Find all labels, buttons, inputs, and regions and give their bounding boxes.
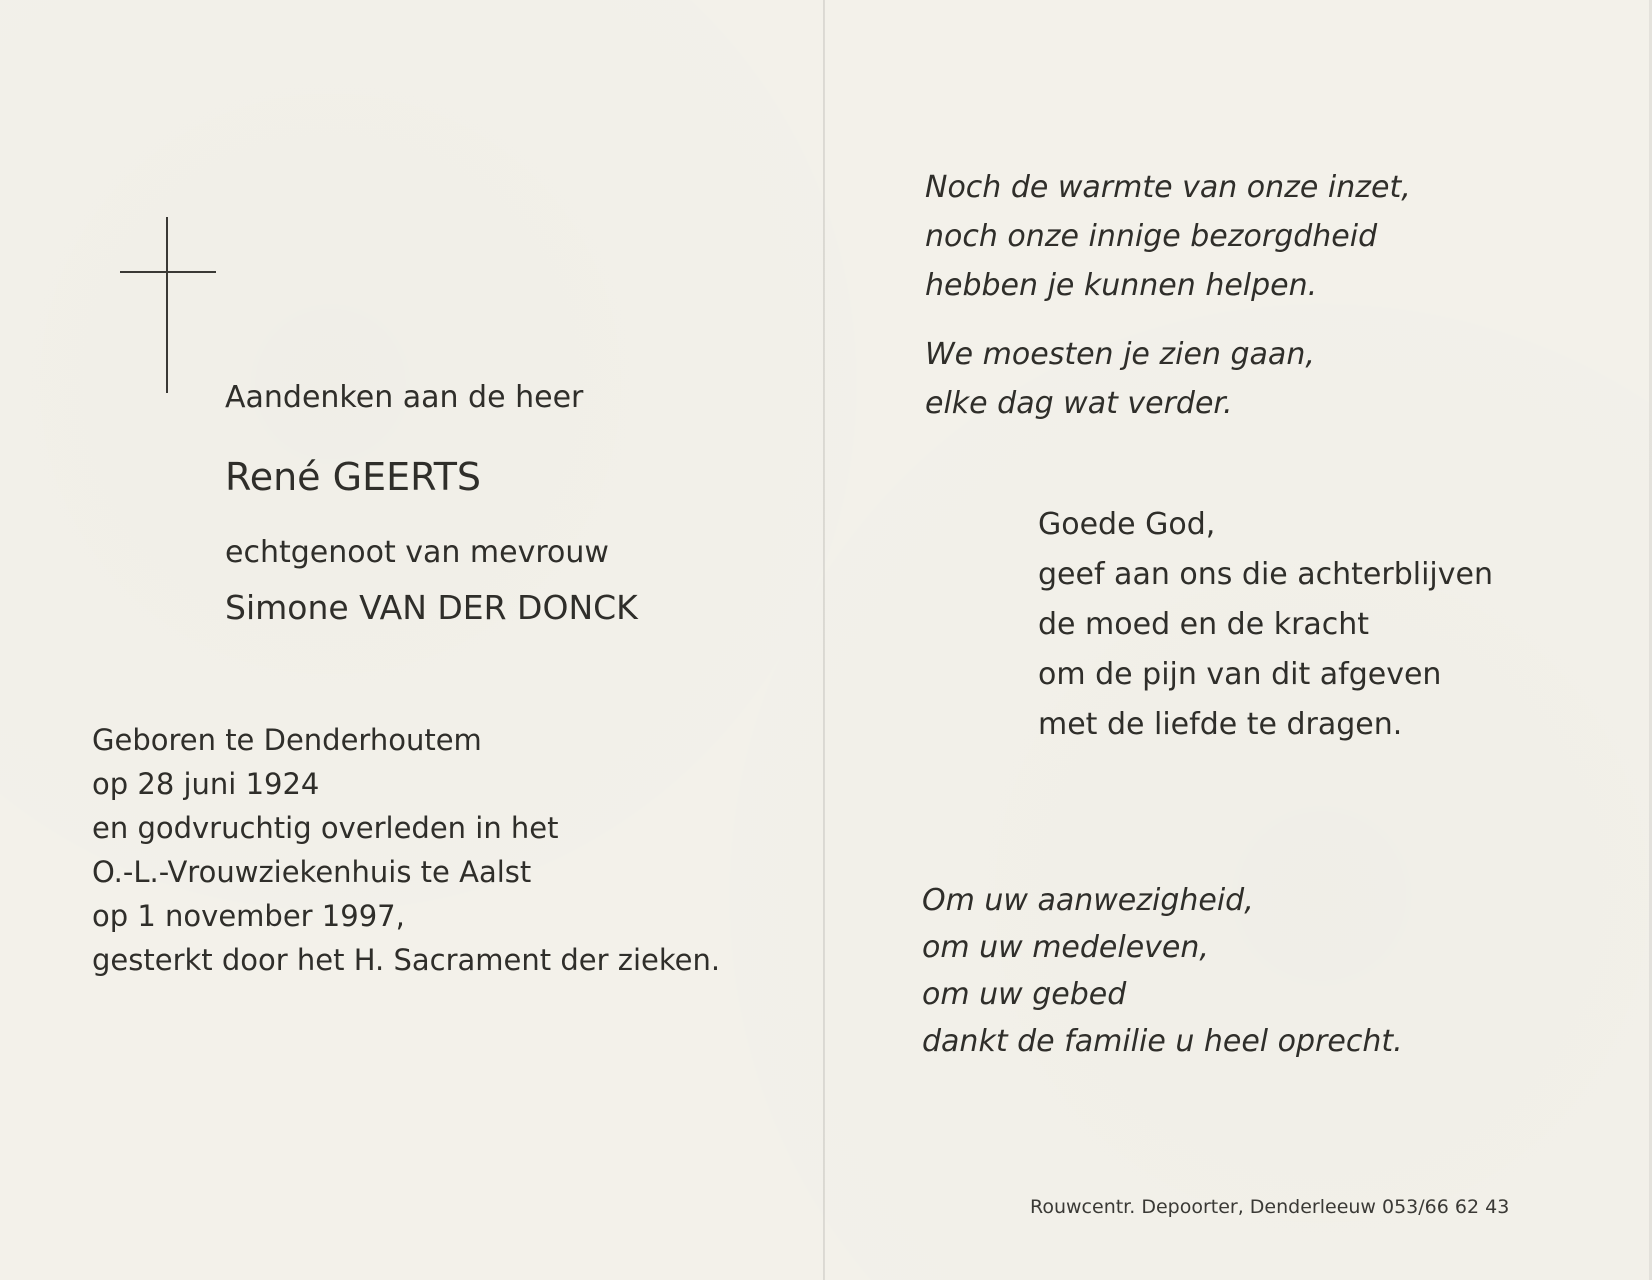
- poem-line: elke dag wat verder.: [925, 386, 1233, 421]
- prayer-line: Goede God,: [1038, 507, 1216, 542]
- poem-stanza-1: [925, 163, 1411, 310]
- poem-line: We moesten je zien gaan,: [925, 337, 1315, 372]
- prayer: [1038, 500, 1493, 750]
- thanks-line: Om uw aanwezigheid,: [922, 883, 1254, 918]
- prayer-line: geef aan ons die achterblijven: [1038, 557, 1493, 592]
- cross-vertical-bar: [166, 217, 168, 393]
- bio-line: op 1 november 1997,: [92, 899, 405, 933]
- thanks-note: [922, 877, 1403, 1065]
- thanks-line: om uw medeleven,: [922, 930, 1209, 965]
- bio-line: O.-L.-Vrouwziekenhuis te Aalst: [92, 855, 532, 889]
- thanks-line: om uw gebed: [922, 977, 1127, 1012]
- prayer-line: om de pijn van dit afgeven: [1038, 657, 1442, 692]
- deceased-name: René GEERTS: [225, 455, 482, 499]
- cross-icon: [120, 217, 216, 393]
- thanks-line: dankt de familie u heel oprecht.: [922, 1024, 1403, 1059]
- bio-line: Geboren te Denderhoutem: [92, 723, 482, 757]
- spouse-name: Simone VAN DER DONCK: [225, 588, 638, 627]
- bio-line: op 28 juni 1924: [92, 767, 320, 801]
- poem-line: noch onze innige bezorgdheid: [925, 219, 1378, 254]
- cross-horizontal-bar: [120, 271, 216, 273]
- intro-text: Aandenken aan de heer: [225, 380, 584, 415]
- prayer-line: met de liefde te dragen.: [1038, 707, 1403, 742]
- prayer-line: de moed en de kracht: [1038, 607, 1370, 642]
- biography: [92, 718, 720, 982]
- funeral-home-footer: Rouwcentr. Depoorter, Denderleeuw 053/66 62 43: [1030, 1196, 1510, 1218]
- center-fold: [823, 0, 825, 1280]
- bio-line: gesterkt door het H. Sacrament der zieken.: [92, 943, 721, 977]
- poem-line: Noch de warmte van onze inzet,: [925, 170, 1411, 205]
- poem-line: hebben je kunnen helpen.: [925, 268, 1318, 303]
- bio-line: en godvruchtig overleden in het: [92, 811, 559, 845]
- spouse-label: echtgenoot van mevrouw: [225, 535, 609, 570]
- poem-stanza-2: [925, 330, 1315, 428]
